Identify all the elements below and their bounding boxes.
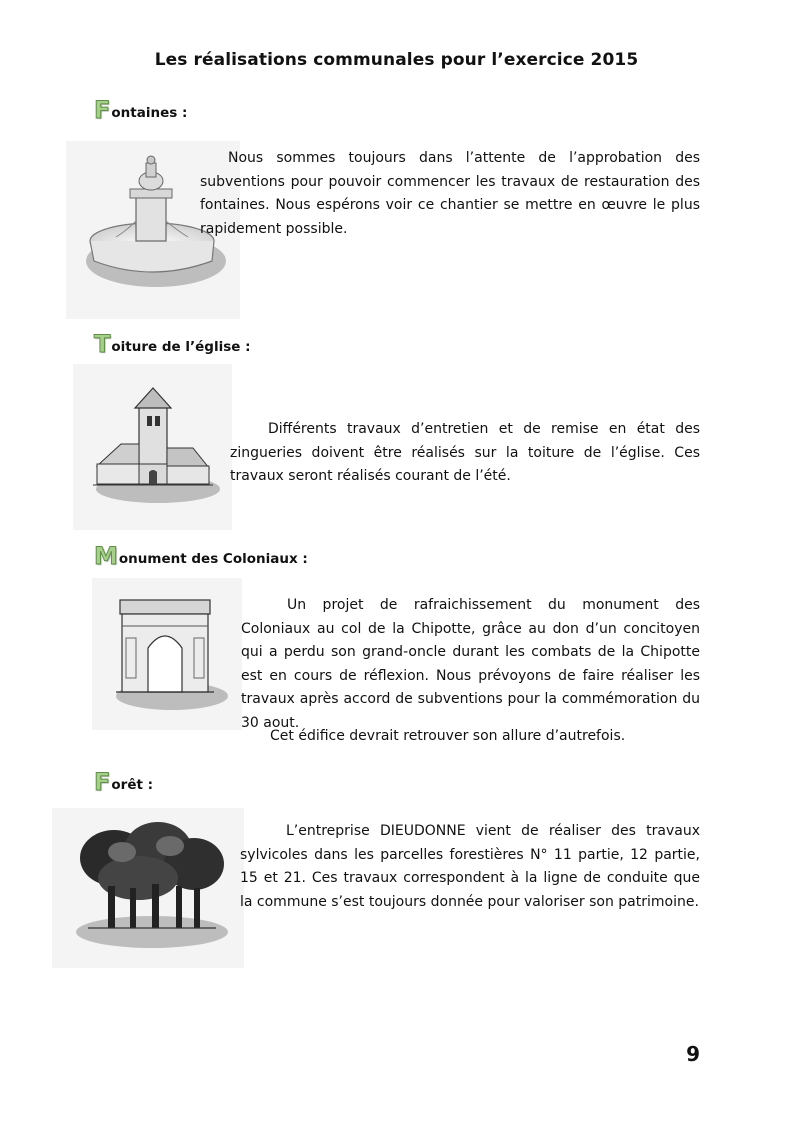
heading-text: ontaines : bbox=[111, 105, 188, 121]
heading-text: onument des Coloniaux : bbox=[118, 551, 308, 567]
paragraph-monument bbox=[241, 594, 700, 735]
paragraph-fontaines bbox=[200, 147, 700, 241]
paragraph-text: Différents travaux d’entretien et de remise en état des zingueries doivent être réalisés sur la toiture de l’église. Ces travaux seront réalisés courant de l’été. bbox=[230, 421, 700, 484]
paragraph-toiture bbox=[230, 418, 700, 489]
drop-cap: M bbox=[94, 542, 118, 570]
drop-cap: F bbox=[94, 96, 111, 124]
heading-fontaines bbox=[94, 96, 188, 124]
forest-trees-illustration-icon bbox=[52, 808, 244, 968]
paragraph-text: Nous sommes toujours dans l’attente de l’approbation des subventions pour pouvoir commencer les travaux de restauration des fontaines. Nous espérons voir ce chantier se mettre en œuvre le plus rapidement possible. bbox=[200, 150, 700, 237]
monument-extra-line: Cet édifice devrait retrouver son allure d’autrefois. bbox=[270, 728, 626, 744]
heading-monument bbox=[94, 542, 308, 570]
paragraph-text: L’entreprise DIEUDONNE vient de réaliser des travaux sylvicoles dans les parcelles forestières N° 11 partie, 12 partie, 15 et 21. Ces travaux correspondent à la ligne de conduite que la commune s’est toujours donnée pour valoriser son patrimoine. bbox=[240, 823, 700, 910]
paragraph-foret bbox=[240, 820, 700, 914]
church-illustration-icon bbox=[73, 364, 232, 530]
drop-cap: F bbox=[94, 768, 111, 796]
paragraph-text: Un projet de rafraichissement du monument des Coloniaux au col de la Chipotte, grâce au don d’un concitoyen qui a perdu son grand-oncle durant les combats de la Chipotte est en cours de réflexion. Nous prévoyons de faire réaliser les travaux après accord de subventions pour la commémoration du 30 aout. bbox=[241, 597, 700, 731]
heading-text: oiture de l’église : bbox=[111, 339, 251, 355]
page-number: 9 bbox=[686, 1042, 700, 1066]
page-title: Les réalisations communales pour l’exercice 2015 bbox=[154, 50, 639, 70]
arch-monument-illustration-icon bbox=[92, 578, 242, 730]
drop-cap: T bbox=[94, 330, 111, 358]
heading-foret bbox=[94, 768, 154, 796]
heading-text: orêt : bbox=[111, 777, 154, 793]
heading-toiture bbox=[94, 330, 251, 358]
